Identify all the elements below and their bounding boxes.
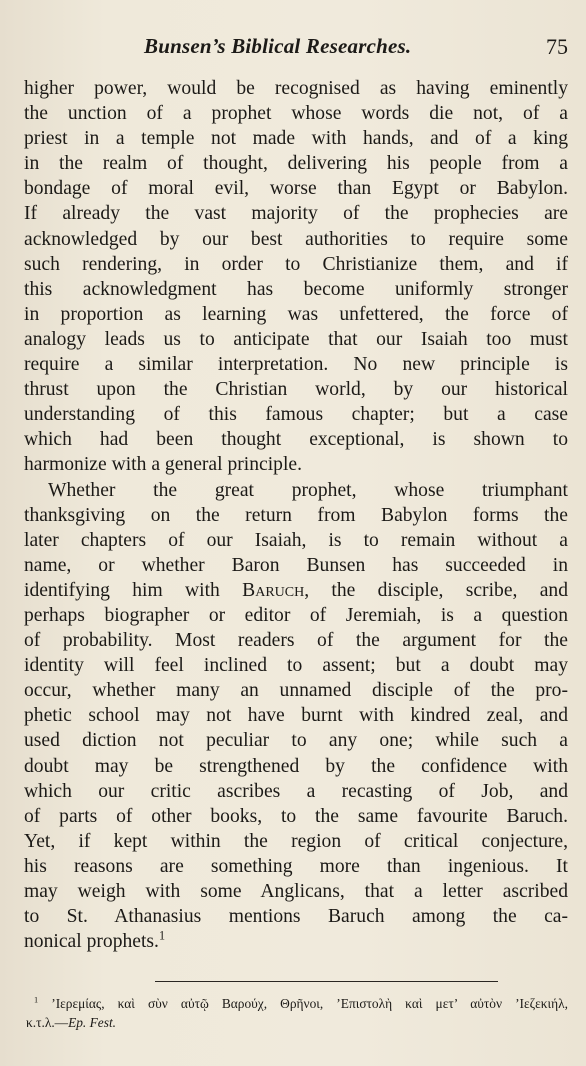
text-line [24,929,568,954]
page-header [30,34,568,64]
body-text [24,76,568,954]
text-line: such rendering, in order to Christianize them, and if [24,253,568,275]
text-line: thanksgiving on the return from Babylon forms the [24,504,568,526]
text-line: in proportion as learning was unfettered, the force of [24,303,568,325]
running-title: Bunsen’s Biblical Researches. [144,34,412,58]
footnote-text: ’Ιερεμίας, καὶ σὺν αὐτῷ Βαρούχ, Θρῆνοι, ’Επιστολὴ καὶ μετ’ αὐτὸν ’Ιεζεκιήλ, [51,996,568,1011]
text-line: later chapters of our Isaiah, is to remain without a [24,529,568,551]
text-line: priest in a temple not made with hands, and of a king [24,128,568,150]
text-line: Yet, if kept within the region of critical conjecture, [24,830,568,852]
text-line: acknowledged by our best authorities to require some [24,228,568,250]
text-line: Whether the great prophet, whose triumphant [48,479,568,501]
text-line: of probability. Most readers of the argument for the [24,630,568,652]
text-line: harmonize with a general principle. [24,454,303,476]
text-line: the unction of a prophet whose words die not, of a [24,103,568,125]
text-line: may weigh with some Anglicans, that a letter ascribed [24,881,568,902]
text-line: in the realm of thought, delivering his people from a [24,153,568,175]
text-line: higher power, would be recognised as having eminently [24,78,568,99]
text-line: require a similar interpretation. No new principle is [24,354,568,376]
text-line: identifying him with Baruch, the disciple, scribe, and [24,579,568,601]
text-line: thrust upon the Christian world, by our historical [24,379,568,401]
footnote-marker: 1 [34,995,39,1005]
text-line-content: nonical prophets. [24,931,159,953]
text-line: this acknowledgment has become uniformly stronger [24,278,568,300]
paragraph-1 [24,76,568,478]
text-line: used diction not peculiar to any one; while such a [24,730,568,752]
footnote-reference[interactable]: 1 [158,928,166,943]
small-caps-name: Baruch [242,579,305,601]
text-line: his reasons are something more than ingenious. It [24,855,568,877]
footnote-line: κ.τ.λ.—Ep. Fest. [26,1015,117,1030]
text-line: which had been thought exceptional, is shown to [24,429,568,451]
paragraph-2 [24,478,568,955]
text-line: analogy leads us to anticipate that our Isaiah too must [24,328,568,350]
footnote-line [26,994,568,1013]
footnote-source: Ep. Fest. [68,1015,117,1030]
text-line: phetic school may not have burnt with kindred zeal, and [24,705,568,727]
text-line: identity will feel inclined to assent; but a doubt may [24,655,568,677]
text-line: understanding of this famous chapter; but a case [24,404,568,426]
footnote [26,994,568,1032]
text-line: perhaps biographer or editor of Jeremiah, is a question [24,604,568,626]
text-line: occur, whether many an unnamed disciple of the pro- [24,680,568,702]
footnote-divider [155,981,498,982]
text-line: name, or whether Baron Bunsen has succeeded in [24,554,568,576]
text-line: doubt may be strengthened by the confidence with [24,755,568,777]
text-line: to St. Athanasius mentions Baruch among the ca- [24,906,568,928]
text-line: of parts of other books, to the same favourite Baruch. [24,805,568,827]
page-number: 75 [546,34,568,59]
text-line: which our critic ascribes a recasting of Job, and [24,780,568,802]
text-line: If already the vast majority of the prophecies are [24,203,568,225]
text-line: bondage of moral evil, worse than Egypt or Babylon. [24,178,568,200]
